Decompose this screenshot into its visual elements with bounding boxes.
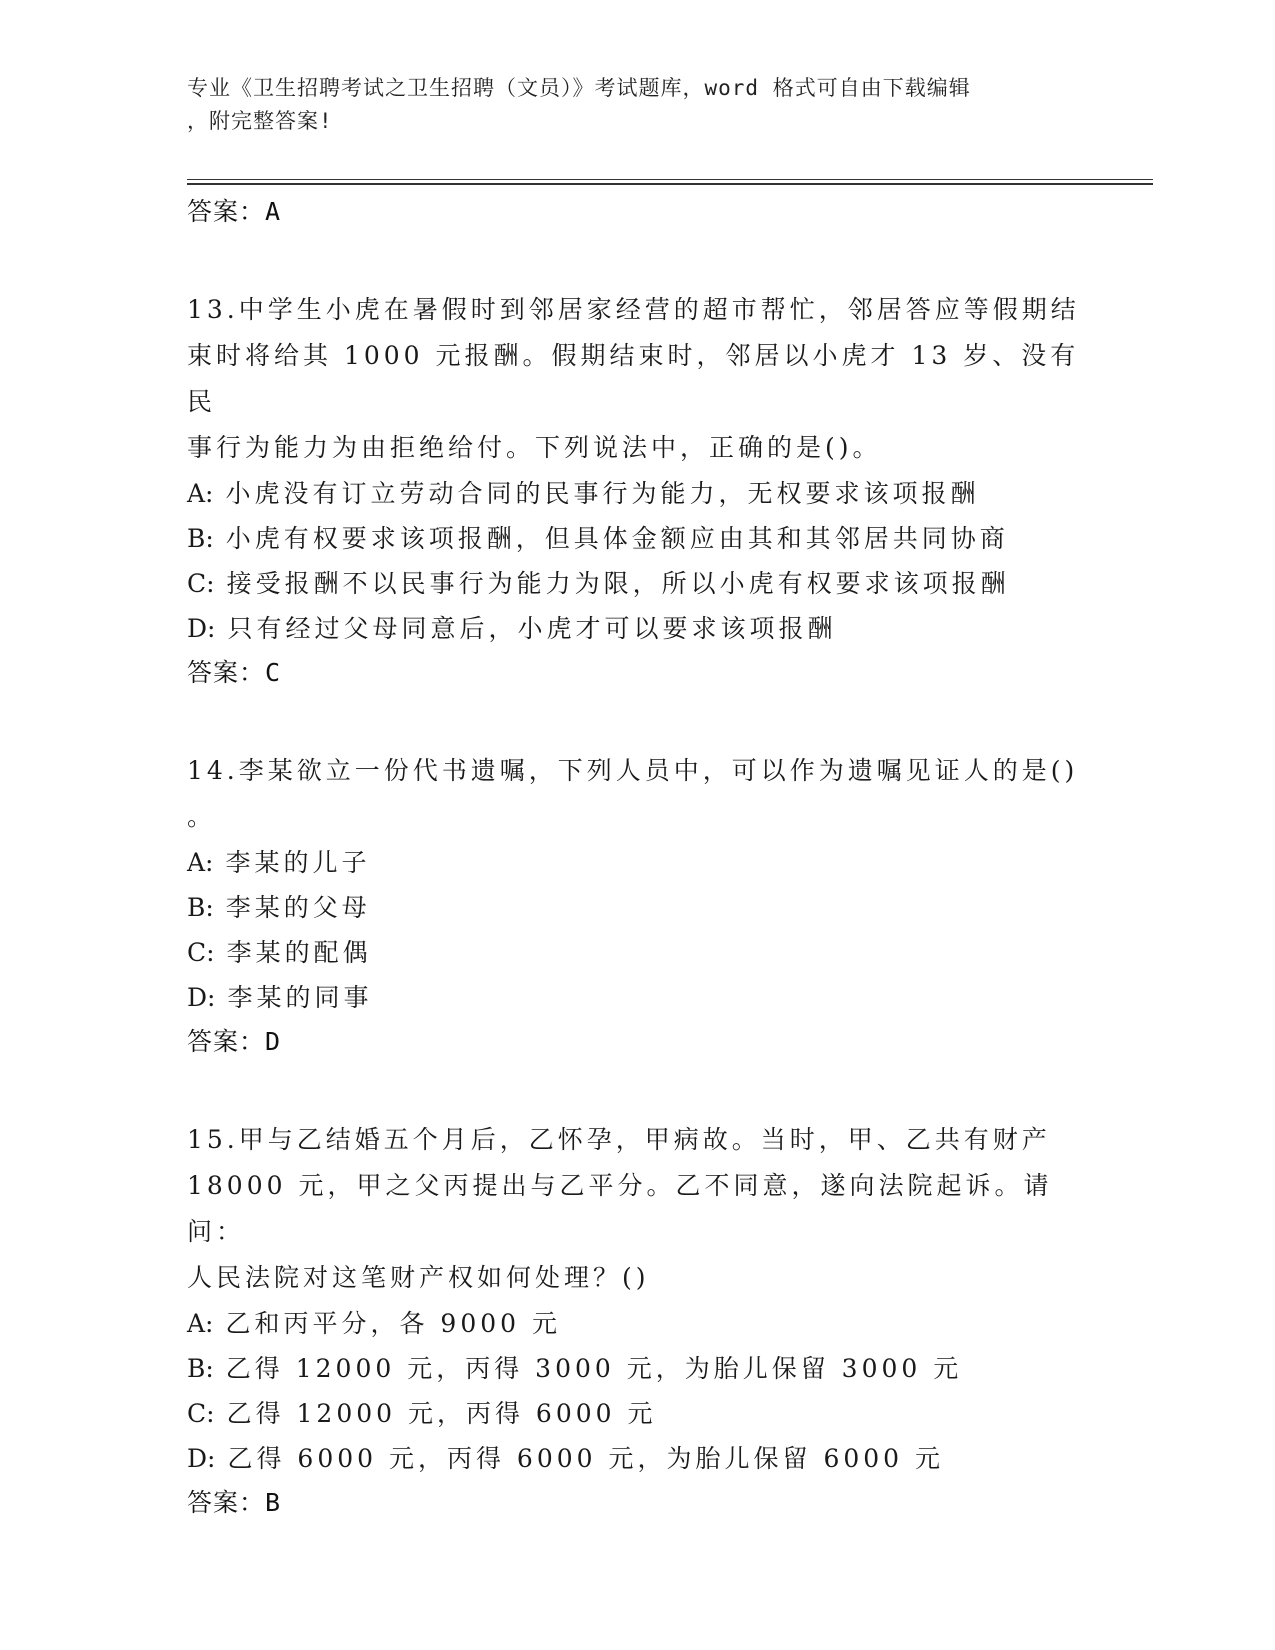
option-a [187,1301,1087,1346]
option-text: 小虎没有订立劳动合同的民事行为能力，无权要求该项报酬 [225,479,980,508]
option-text: 李某的配偶 [226,938,372,967]
question-stem-line: 。 [187,802,217,831]
option-key: C: [187,569,215,598]
question-14 [187,748,1087,1064]
document-body [187,190,1087,1578]
option-d [187,1436,1087,1481]
option-c [187,930,1087,975]
option-key: A: [187,479,214,508]
option-text: 乙得 12000 元，丙得 3000 元，为胎儿保留 3000 元 [225,1354,963,1383]
option-b [187,516,1087,561]
answer-label: 答案：D [187,1027,282,1056]
option-text: 小虎有权要求该项报酬，但具体金额应由其和其邻居共同协商 [225,524,1009,553]
header-divider-thin [187,179,1153,180]
option-text: 乙得 6000 元，丙得 6000 元，为胎儿保留 6000 元 [227,1444,945,1473]
option-key: D: [187,614,216,643]
header-divider-thick [187,183,1153,185]
option-key: A: [187,1309,214,1338]
option-key: C: [187,1399,215,1428]
option-key: D: [187,1444,216,1473]
question-stem-line: 人民法院对这笔财产权如何处理？() [187,1263,650,1292]
option-text: 接受报酬不以民事行为能力为限，所以小虎有权要求该项报酬 [226,569,1010,598]
option-key: D: [187,983,216,1012]
option-text: 只有经过父母同意后，小虎才可以要求该项报酬 [227,614,837,643]
option-a [187,471,1087,516]
answer-label: 答案：C [187,658,282,687]
option-text: 李某的同事 [227,983,373,1012]
option-b [187,1346,1087,1391]
question-stem-line: 18000 元，甲之父丙提出与乙平分。乙不同意，遂向法院起诉。请问： [187,1171,1053,1246]
option-text: 李某的儿子 [225,848,371,877]
option-key: B: [187,1354,214,1383]
option-text: 乙和丙平分，各 9000 元 [225,1309,562,1338]
answer-label: 答案：A [187,197,282,226]
question-stem-line: 事行为能力为由拒绝给付。下列说法中，正确的是()。 [187,433,882,462]
question-stem-line: 13.中学生小虎在暑假时到邻居家经营的超市帮忙，邻居答应等假期结 [187,295,1080,324]
question-stem-line: 14.李某欲立一份代书遗嘱，下列人员中，可以作为遗嘱见证人的是() [187,756,1079,785]
option-key: B: [187,893,214,922]
option-d [187,975,1087,1020]
answer-label: 答案：B [187,1488,282,1517]
option-a [187,840,1087,885]
option-text: 李某的父母 [225,893,371,922]
question-stem-line: 束时将给其 1000 元报酬。假期结束时，邻居以小虎才 13 岁、没有民 [187,341,1080,416]
option-key: A: [187,848,214,877]
option-text: 乙得 12000 元，丙得 6000 元 [226,1399,657,1428]
header-line-1: 专业《卫生招聘考试之卫生招聘（文员）》考试题库，word 格式可自由下载编辑 [187,76,971,100]
option-b [187,885,1087,930]
question-15 [187,1117,1087,1525]
option-key: B: [187,524,214,553]
option-key: C: [187,938,215,967]
option-c [187,1391,1087,1436]
question-stem-line: 15.甲与乙结婚五个月后，乙怀孕，甲病故。当时，甲、乙共有财产 [187,1125,1051,1154]
document-header [187,72,1067,138]
question-13 [187,287,1087,695]
option-d [187,606,1087,651]
option-c [187,561,1087,606]
header-line-2: ，附完整答案! [187,109,333,133]
